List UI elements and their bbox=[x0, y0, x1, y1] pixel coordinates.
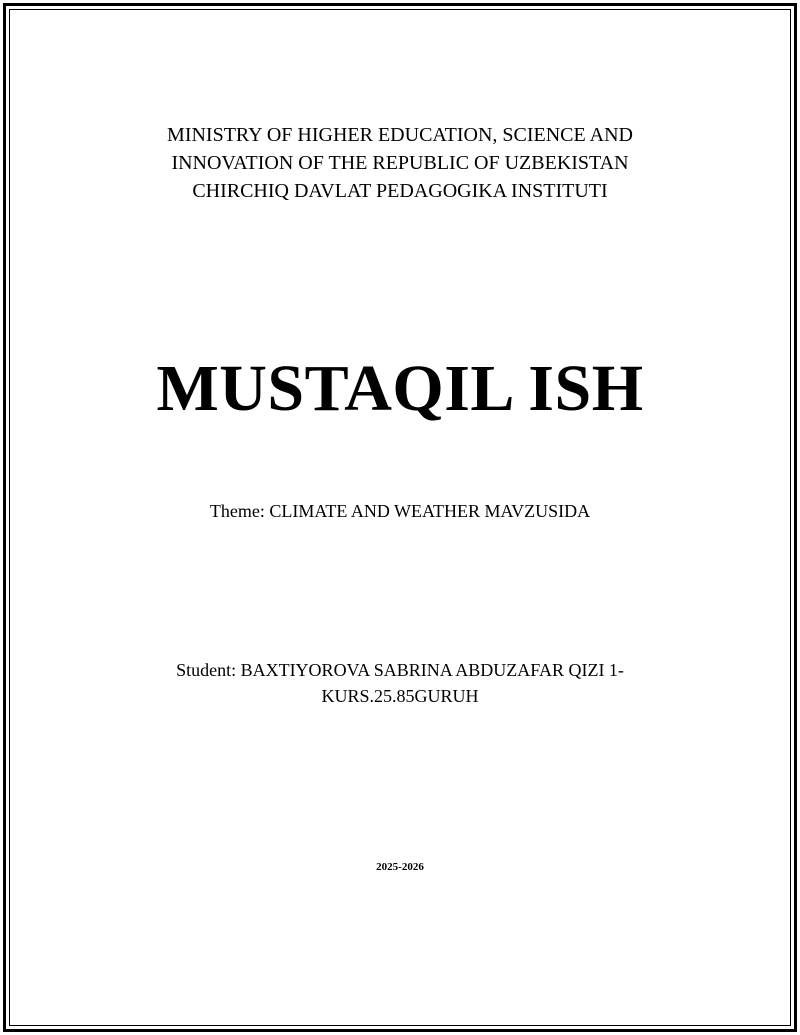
student-line-2: KURS.25.85GURUH bbox=[321, 686, 479, 706]
institution-line-1: MINISTRY OF HIGHER EDUCATION, SCIENCE AND bbox=[167, 124, 633, 146]
institution-line-2: INNOVATION OF THE REPUBLIC OF UZBEKISTAN bbox=[171, 152, 629, 174]
institution-header bbox=[0, 121, 800, 205]
student-info bbox=[0, 657, 800, 709]
student-line-1: Student: BAXTIYOROVA SABRINA ABDUZAFAR QIZI 1- bbox=[176, 660, 624, 680]
document-title: MUSTAQIL ISH bbox=[156, 352, 644, 425]
institution-line-3: CHIRCHIQ DAVLAT PEDAGOGIKA INSTITUTI bbox=[192, 180, 608, 202]
theme-line: Theme: CLIMATE AND WEATHER MAVZUSIDA bbox=[209, 501, 591, 521]
academic-year: 2025-2026 bbox=[376, 861, 424, 873]
